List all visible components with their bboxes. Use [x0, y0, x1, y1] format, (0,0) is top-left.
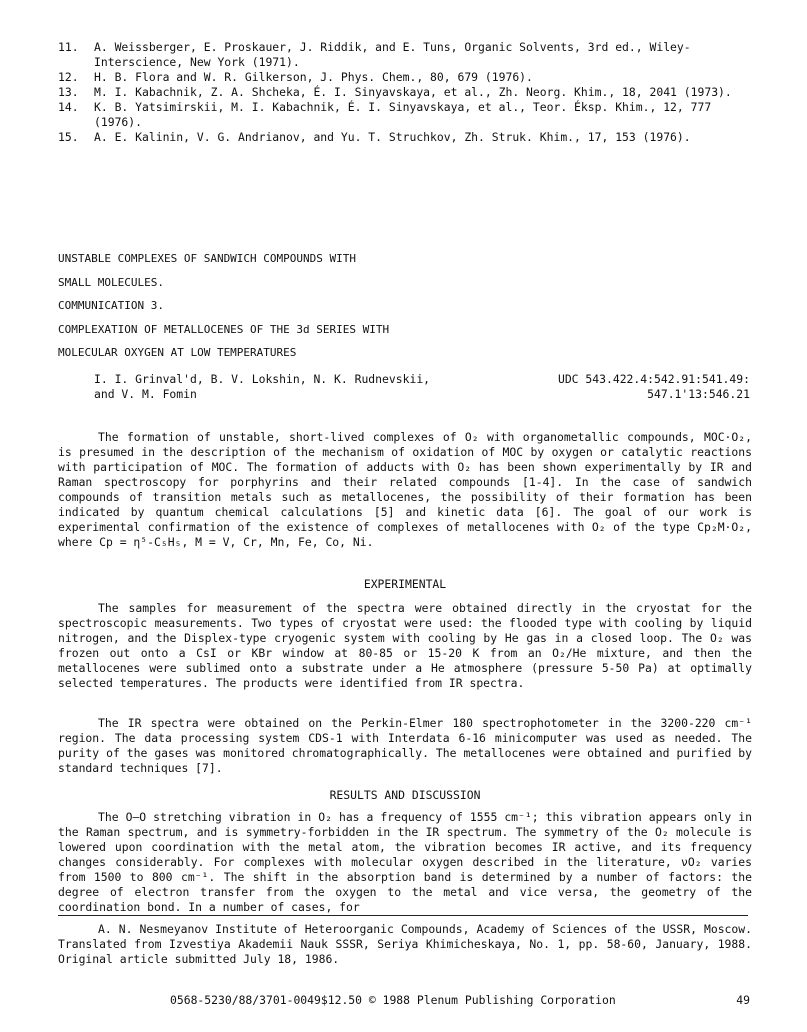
experimental-paragraph: The samples for measurement of the spectra were obtained directly in the cryostat for the spectroscopic measurements. Two types of cryostat were used: the flooded type with cooling by liquid nitrogen, and the Displex-type cryogenic system with cooling by He gas in a closed loop. The O₂ was frozen out onto a CsI or KBr window at 80-85 or 15-20 K from an O₂/He mixture, and then the metallocenes were sublimed onto a substrate under a He atmosphere (pressure 5-50 Pa) at optimally selected temperatures. The products were identified from IR spectra. — [58, 601, 752, 690]
reference-number: 12. — [58, 70, 79, 84]
copyright-line: 0568-5230/88/3701-0049$12.50 © 1988 Plenum Publishing Corporation — [170, 993, 616, 1007]
experimental-section — [58, 716, 752, 776]
article-title — [58, 251, 758, 369]
authors-line: I. I. Grinval'd, B. V. Lokshin, N. K. Rudnevskii, — [94, 372, 431, 386]
experimental-heading: EXPERIMENTAL — [363, 577, 447, 591]
reference-number: 14. — [58, 100, 79, 114]
footnote-text: A. N. Nesmeyanov Institute of Heteroorganic Compounds, Academy of Sciences of the USSR, Moscow. Translated from Izvestiya Akademii Nauk SSSR, Seriya Khimicheskaya, No. 1, pp. 58-60, January, 1988. Original article submitted July 18, 1986. — [58, 922, 752, 966]
reference-text: K. B. Yatsimirskii, M. I. Kabachnik, É. I. Sinyavskaya, et al., Teor. Éksp. Khim., 12, 777 (1976). — [94, 100, 712, 129]
title-line: COMPLEXATION OF METALLOCENES OF THE 3d SERIES WITH — [58, 322, 390, 336]
reference-item — [58, 130, 758, 145]
reference-item — [58, 40, 758, 70]
title-line: SMALL MOLECULES. — [58, 275, 164, 289]
reference-number: 15. — [58, 130, 79, 144]
reference-number: 11. — [58, 40, 79, 54]
affiliation-footnote — [58, 922, 752, 967]
results-section — [58, 810, 752, 915]
reference-item — [58, 100, 758, 130]
experimental-section — [58, 601, 752, 691]
page-number: 49 — [736, 993, 750, 1007]
title-line: UNSTABLE COMPLEXES OF SANDWICH COMPOUNDS WITH — [58, 252, 357, 265]
udc-code — [500, 372, 750, 402]
udc-line: 547.1'13:546.21 — [647, 387, 750, 401]
experimental-paragraph: The IR spectra were obtained on the Perkin-Elmer 180 spectrophotometer in the 3200-220 cm⁻¹ region. The data processing system CDS-1 with Interdata 6-16 minicomputer was used as needed. The purity of the gases was monitored chromatographically. The metallocenes were obtained and purified by standard techniques [7]. — [58, 716, 752, 775]
reference-item — [58, 70, 758, 85]
intro-paragraph: The formation of unstable, short-lived complexes of O₂ with organometallic compounds, MOC·O₂, is presumed in the description of the mechanism of oxidation of MOC by oxygen or catalytic reactions with participation of MOC. The formation of adducts with O₂ has been shown experimentally by IR and Raman spectroscopy for porphyrins and their related compounds [1-4]. In the case of sandwich compounds of transition metals such as metallocenes, the possibility of their formation has been indicated by quantum chemical calculations [5] and kinetic data [6]. The goal of our work is experimental confirmation of the existence of complexes of metallocenes with O₂ of the type Cp₂M·O₂, where Cp = η⁵-C₅H₅, M = V, Cr, Mn, Fe, Co, Ni. — [58, 430, 752, 549]
reference-text: A. E. Kalinin, V. G. Andrianov, and Yu. T. Struchkov, Zh. Struk. Khim., 17, 153 (1976). — [94, 130, 691, 144]
reference-number: 13. — [58, 85, 79, 99]
udc-line: UDC 543.422.4:542.91:541.49: — [557, 372, 750, 386]
results-heading: RESULTS AND DISCUSSION — [329, 788, 481, 802]
authors-line: and V. M. Fomin — [94, 387, 197, 401]
reference-text: A. Weissberger, E. Proskauer, J. Riddik, and E. Tuns, Organic Solvents, 3rd ed., Wiley-Interscience, New York (1971). — [94, 40, 691, 69]
results-paragraph: The O—O stretching vibration in O₂ has a frequency of 1555 cm⁻¹; this vibration appears only in the Raman spectrum, and is symmetry-forbidden in the IR spectrum. The symmetry of the O₂ molecule is lowered upon coordination with the metal atom, the vibration becomes IR active, and its frequency changes considerably. For complexes with molecular oxygen described in the literature, νO₂ varies from 1500 to 800 cm⁻¹. The shift in the absorption band is determined by a number of factors: the degree of electron transfer from the oxygen to the metal and vice versa, the geometry of the coordination bond. In a number of cases, for — [58, 810, 752, 914]
author-list — [94, 372, 434, 402]
title-line: MOLECULAR OXYGEN AT LOW TEMPERATURES — [58, 346, 297, 359]
reference-text: H. B. Flora and W. R. Gilkerson, J. Phys. Chem., 80, 679 (1976). — [94, 70, 533, 84]
title-line: COMMUNICATION 3. — [58, 299, 164, 312]
reference-list — [58, 40, 758, 145]
footnote-divider — [58, 915, 748, 916]
intro-section — [58, 430, 752, 550]
reference-item — [58, 85, 758, 100]
reference-text: M. I. Kabachnik, Z. A. Shcheka, É. I. Sinyavskaya, et al., Zh. Neorg. Khim., 18, 2041 (1973). — [94, 85, 732, 99]
